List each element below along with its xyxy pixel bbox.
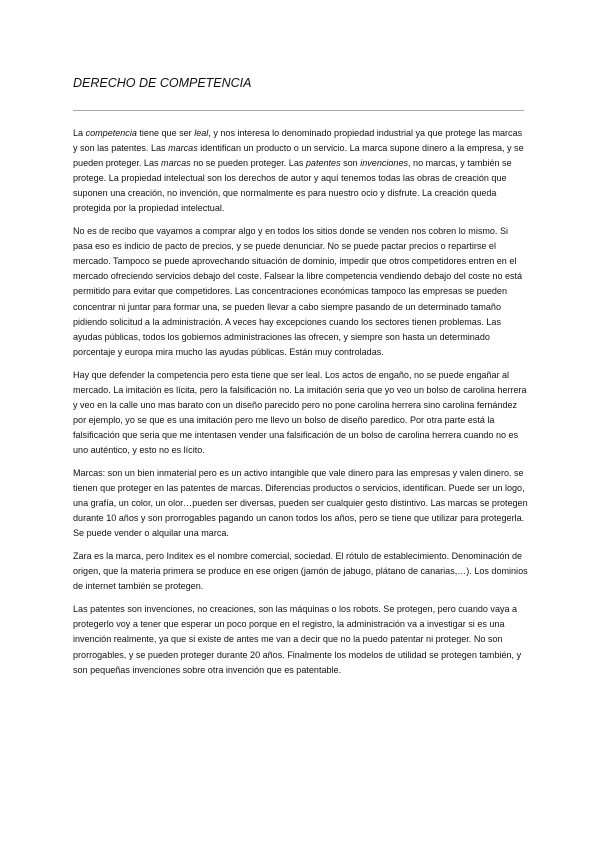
paragraph-marcas: Marcas: son un bien inmaterial pero es un activo intangible que vale dinero para las empresas y valen dinero. se tienen que proteger en las patentes de marcas. Diferencias productos o servicios, identifican. Puede ser un logo, una grafía, un color, un olor…pueden ser diversas, pueden ser cualquier gesto distintivo. Las marcas se protegen durante 10 años y son prorrogables pagando un canon todos los años, pero se tiene que utilizar para protegerla. Se puede vender o alquilar una marca. [73, 467, 528, 539]
text-run: son [340, 158, 361, 169]
page-title: DERECHO DE COMPETENCIA [73, 76, 252, 90]
emphasis-invenciones: invenciones [360, 158, 409, 169]
text-run: , no marcas, y también se protege. La propiedad intelectual son los derechos de autor y aquí tenemos todas las obras de creación que suponen una creación, no invención, que normalmente es para nuestro ocio y disfrute. La creación queda protegida por la propiedad intelectual. [73, 158, 512, 214]
paragraph-precios: No es de recibo que vayamos a comprar algo y en todos los sitios donde se venden nos cobren lo mismo. Si pasa eso es indicio de pacto de precios, y se puede denunciar. No se puede pactar precios o repartirse el mercado. Tampoco se puede aprovechando situación de dominio, impedir que otros competidores entren en el mercado ofreciendo servicios debajo del coste. Falsear la libre competencia vendiendo debajo del coste no está permitido para evitar que competidores. Las concentraciones económicas tampoco las empresas se pueden concentrar ni juntar para formar una, se pueden llevar a cabo siempre pasando de un determinado tamaño pidiendo solicitud a la administración. A veces hay excepciones cuando los sectores tienen problemas. Las ayudas públicas, todos los gobiernos administraciones las ofrecen, y siempre son hasta un determinado porcentaje y europa mira mucho las ayudas públicas. Están muy controladas. [73, 226, 523, 357]
text-run: tiene que ser [136, 128, 195, 138]
paragraph-competencia [73, 126, 529, 216]
text-run: La [73, 128, 86, 138]
emphasis-marcas: marcas [168, 143, 198, 154]
text-run: identifican un producto o un servicio. La marca supone dinero a la empresa, y se pueden proteger. Las [73, 143, 524, 169]
title-divider [73, 110, 524, 111]
paragraph-zara: Zara es la marca, pero Inditex es el nombre comercial, sociedad. El rótulo de establecimiento. Denominación de origen, que la materia primera se produce en ese origen (jamón de jabugo, plátano de canarias,…). Los dominios de internet también se protegen. [73, 551, 528, 592]
emphasis-marcas: marcas [161, 158, 191, 169]
emphasis-leal: leal [194, 128, 209, 138]
emphasis-patentes: patentes [305, 158, 341, 169]
paragraph-competencia-leal: Hay que defender la competencia pero esta tiene que ser leal. Los actos de engaño, no se puede engañar al mercado. La imitación es lícita, pero la falsificación no. La imitación seria que yo veo un bolso de carolina herrera y veo en la calle uno mas barato con un diseño parecido pero no pone carolina herrera sino carolina fernández por ejemplo, yo se que es una imitación pero me llevo un bolso de diseño paredico. Por otra parte está la falsificación que seria que me intentasen vender una falsificación de un bolso de carolina herrera cuando no es uno auténtico, y esto no es lícito. [73, 369, 527, 455]
paragraph-patentes: Las patentes son invenciones, no creaciones, son las máquinas o los robots. Se protegen, pero cuando vaya a protegerlo voy a tener que esperar un poco porque en el registro, la administración va a investigar si es una invención realmente, ya que si existe de antes me van a decir que no la puedo patentar ni proteger. No son prorrogables, y se pueden proteger durante 20 años. Finalmente los modelos de utilidad se protegen también, y son pequeñas invenciones sobre otra invención que es patentable. [73, 604, 522, 675]
document-body [73, 126, 529, 686]
text-run: , y nos interesa lo denominado propiedad industrial ya que protege las marcas y son las patentes. Las [73, 128, 523, 154]
emphasis-competencia: competencia [85, 128, 137, 138]
text-run: no se pueden proteger. Las [190, 158, 306, 169]
